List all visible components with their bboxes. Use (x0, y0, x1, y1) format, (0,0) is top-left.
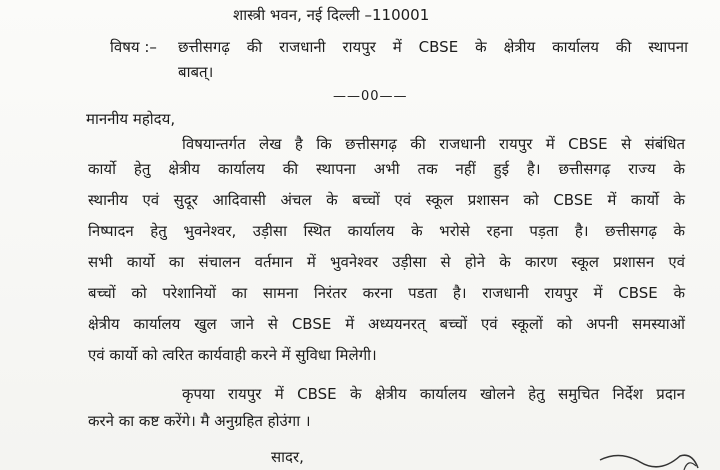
body-line: बच्चों को परेशानियों का सामना निरंतर करना पडता है। राजधानी रायपुर में CBSE के (88, 284, 685, 302)
salutation: माननीय महोदय, (86, 110, 176, 128)
sender-address: शास्त्री भवन, नई दिल्ली –110001 (233, 6, 430, 24)
subject-line-2: बाबत्। (178, 63, 214, 81)
body-line: स्थानीय एवं सुदूर आदिवासी अंचल के बच्चों एवं स्कूल प्रशासन को CBSE में कार्यो के (88, 191, 685, 209)
separator: ——00—— (333, 89, 408, 104)
signature-scribble (580, 430, 720, 470)
subject-label: विषय :– (110, 38, 157, 56)
body-line: करने का कष्ट करेंगे। मै अनुग्रहित होउंगा । (88, 412, 311, 430)
body-line: कृपया रायपुर में CBSE के क्षेत्रीय कार्यालय खोलने हेतु समुचित निर्देश प्रदान (182, 385, 685, 403)
closing: सादर, (271, 448, 304, 466)
body-line: एवं कार्यो को त्वरित कार्यवाही करने में सुविधा मिलेगी। (88, 346, 377, 364)
body-line: सभी कार्यो का संचालन वर्तमान में भुवनेश्वर उड़ीसा से होने के कारण स्कूल प्रशासन एवं (88, 253, 685, 271)
body-line: कार्यो हेतु क्षेत्रीय कार्यालय की स्थापना अभी तक नहीं हुई है। छत्तीसगढ़ राज्य के (88, 160, 685, 178)
subject-line-1: छत्तीसगढ़ की राजधानी रायपुर में CBSE के क्षेत्रीय कार्यालय की स्थापना (178, 38, 688, 56)
body-line: निष्पादन हेतु भुवनेश्वर, उड़ीसा स्थित कार्यालय के भरोसे रहना पड़ता है। छत्तीसगढ़ के (88, 222, 685, 240)
body-line: विषयान्तर्गत लेख है कि छत्तीसगढ़ की राजधानी रायपुर में CBSE से संबंधित (182, 135, 685, 153)
body-line: क्षेत्रीय कार्यालय खुल जाने से CBSE में अध्ययनरत् बच्चों एवं स्कूलों को अपनी समस्याओं (88, 315, 685, 333)
